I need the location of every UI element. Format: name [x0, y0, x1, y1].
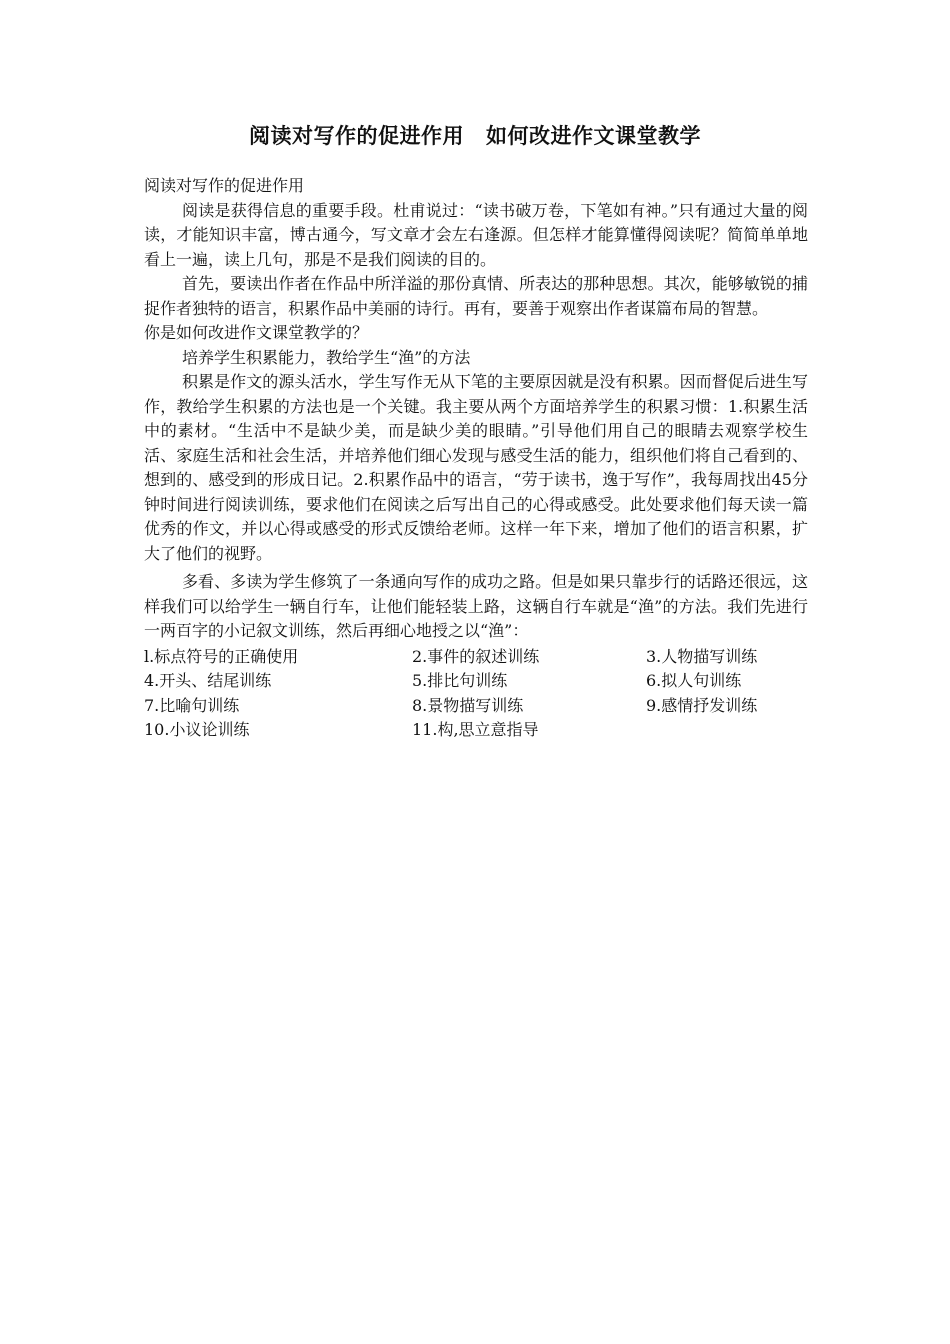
section1-heading: 阅读对写作的促进作用 [144, 176, 305, 195]
list-item: 3.人物描写训练 [646, 646, 758, 666]
section1-paragraph-2: 首先，要读出作者在作品中所洋溢的那份真情、所表达的那种思想。其次，能够敏锐的捕捉作者独特的语言，积累作品中美丽的诗行。再有，要善于观察出作者谋篇布局的智慧。 [144, 274, 808, 318]
section2-subheading: 培养学生积累能力，教给学生“渔”的方法 [182, 347, 471, 367]
title-part-2: 如何改进作文课堂教学 [486, 123, 701, 148]
list-item: 10.小议论训练 [144, 720, 250, 739]
list-item: 4.开头、结尾训练 [144, 671, 272, 690]
list-item: 2.事件的叙述训练 [412, 646, 540, 666]
list-item: 11.构,思立意指导 [412, 720, 539, 739]
list-item: 7.比喻句训练 [144, 695, 240, 715]
page-title [0, 120, 950, 150]
list-item: 9.感情抒发训练 [646, 695, 758, 715]
title-part-1: 阅读对写作的促进作用 [249, 123, 464, 148]
list-item: l.标点符号的正确使用 [144, 646, 299, 666]
training-list [144, 645, 808, 743]
list-item: 5.排比句训练 [412, 671, 508, 690]
list-item: 6.拟人句训练 [646, 671, 742, 690]
section2-heading: 你是如何改进作文课堂教学的？ [144, 323, 369, 342]
section1-paragraph-1: 阅读是获得信息的重要手段。杜甫说过：“读书破万卷，下笔如有神。”只有通过大量的阅读，才能知识丰富，博古通今，写文章才会左右逢源。但怎样才能算懂得阅读呢？简简单单地看上一遍，读上几句，那是不是我们阅读的目的。 [144, 200, 808, 269]
section2-paragraph-2: 多看、多读为学生修筑了一条通向写作的成功之路。但是如果只靠步行的话路还很远，这样我们可以给学生一辆自行车，让他们能轻装上路，这辆自行车就是“渔”的方法。我们先进行一两百字的小记叙文训练，然后再细心地授之以“渔”： [144, 572, 808, 640]
document-body [144, 174, 808, 743]
list-item: 8.景物描写训练 [412, 695, 524, 715]
section2-paragraph-1: 积累是作文的源头活水，学生写作无从下笔的主要原因就是没有积累。因而督促后进生写作，教给学生积累的方法也是一个关键。我主要从两个方面培养学生的积累习惯：1.积累生活中的素材。“生活中不是缺少美，而是缺少美的眼睛。”引导他们用自己的眼睛去观察学校生活、家庭生活和社会生活，并培养他们细心发现与感受生活的能力，组织他们将自己看到的、想到的、感受到的形成日记。2.积累作品中的语言，“劳于读书，逸于写作”，我每周找出45分钟时间进行阅读训练，要求他们在阅读之后写出自己的心得或感受。此处要求他们每天读一篇优秀的作文，并以心得或感受的形式反馈给老师。这样一年下来，增加了他们的语言积累，扩大了他们的视野。 [144, 372, 808, 563]
